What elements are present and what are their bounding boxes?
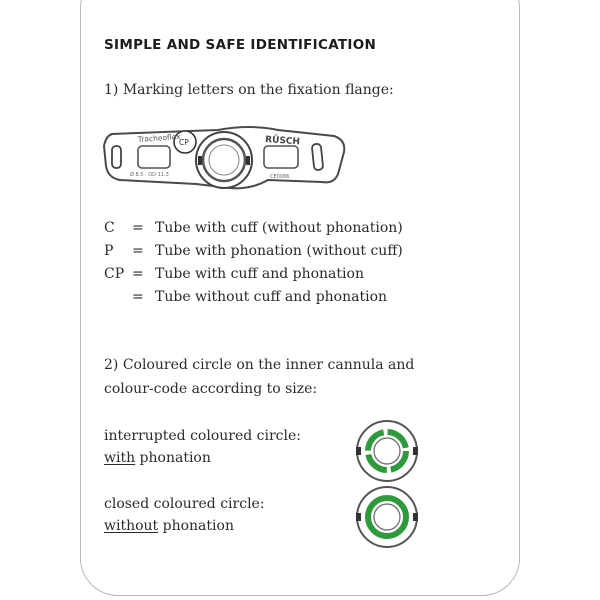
legend-code: C	[104, 220, 115, 236]
interrupted-circle-label: interrupted coloured circle:	[104, 428, 302, 444]
legend-description: Tube with phonation (without cuff)	[155, 243, 403, 259]
flange-left-small: Ø 8.5 · OD 11.3	[130, 172, 169, 178]
section1-title: 1) Marking letters on the fixation flange:	[104, 82, 394, 98]
flange-badge: CP	[179, 138, 189, 147]
closed-underlined-word: without	[104, 518, 159, 534]
flange-brand: RÜSCH	[264, 135, 301, 148]
legend-code: CP	[104, 266, 125, 282]
interrupted-circle-meaning	[104, 450, 211, 466]
closed-circle-meaning	[104, 518, 234, 534]
legend-equals: =	[132, 266, 144, 282]
flange-left-label: Tracheoflex	[137, 132, 181, 144]
closed-circle-label: closed coloured circle:	[104, 496, 265, 512]
legend-description: Tube without cuff and phonation	[155, 289, 388, 305]
legend-equals: =	[132, 289, 144, 305]
legend-description: Tube with cuff and phonation	[155, 266, 364, 282]
interrupted-rest: phonation	[135, 450, 211, 466]
cannula-ring-closed-icon	[354, 484, 420, 550]
legend-equals: =	[132, 243, 144, 259]
closed-rest: phonation	[158, 518, 234, 534]
legend-code: P	[104, 243, 114, 259]
cannula-ring-interrupted-icon	[354, 418, 420, 484]
legend-equals: =	[132, 220, 144, 236]
page-heading: SIMPLE AND SAFE IDENTIFICATION	[104, 37, 377, 53]
section2-title-line1: 2) Coloured circle on the inner cannula and	[104, 357, 415, 373]
fixation-flange-illustration	[100, 118, 350, 200]
flange-right-small: CE0086	[270, 174, 290, 180]
interrupted-underlined-word: with	[104, 450, 136, 466]
legend-description: Tube with cuff (without phonation)	[155, 220, 403, 236]
section2-title-line2: colour-code according to size:	[104, 381, 318, 397]
